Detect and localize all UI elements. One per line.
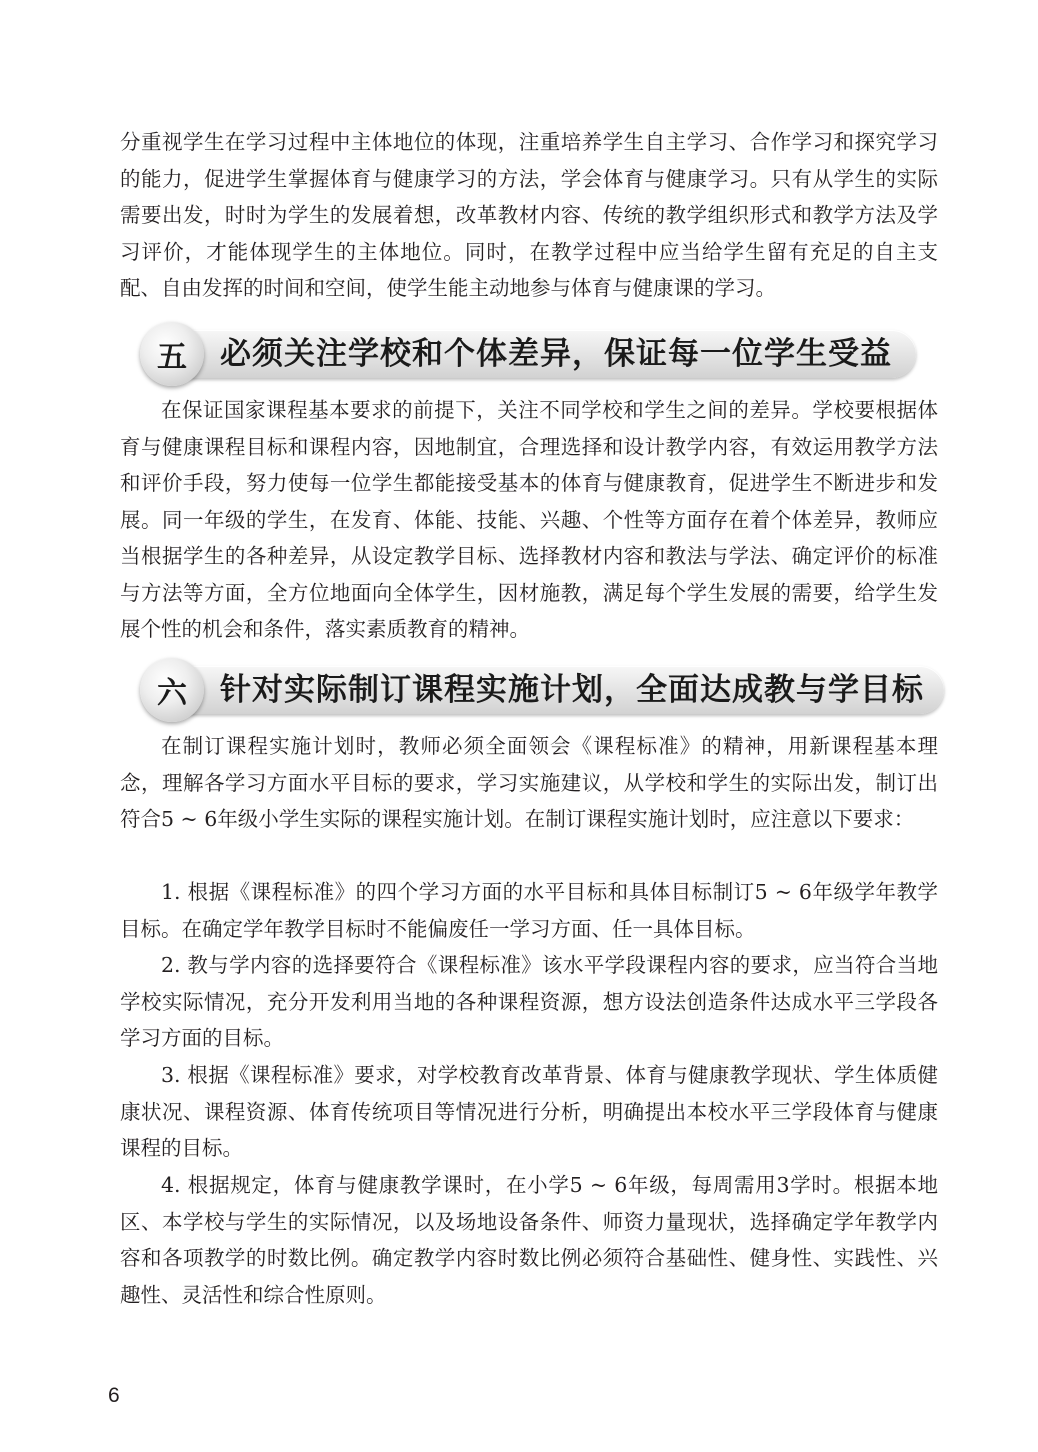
section-6-paragraph: 在制订课程实施计划时，教师必须全面领会《课程标准》的精神，用新课程基本理念，理解各学习方面水平目标的要求，学习实施建议，从学校和学生的实际出发，制订出符合5 ~ 6年级小学生实际的课程实施计划。在制订课程实施计划时，应注意以下要求： xyxy=(120,734,938,831)
section-6-item-3: 3. 根据《课程标准》要求，对学校教育改革背景、体育与健康教学现状、学生体质健康状况、课程资源、体育传统项目等情况进行分析，明确提出本校水平三学段体育与健康课程的目标。 xyxy=(120,1063,938,1160)
section-6-item-2: 2. 教与学内容的选择要符合《课程标准》该水平学段课程内容的要求，应当符合当地学校实际情况，充分开发利用当地的各种课程资源，想方设法创造条件达成水平三学段各学习方面的目标。 xyxy=(120,953,938,1050)
section-6-title: 针对实际制订课程实施计划，全面达成教与学目标 xyxy=(220,672,924,708)
section-6-number-badge: 六 xyxy=(140,658,204,722)
section-5-number-badge: 五 xyxy=(140,322,204,386)
section-6-item-4: 4. 根据规定，体育与健康教学课时，在小学5 ~ 6年级，每周需用3学时。根据本地区、本学校与学生的实际情况，以及场地设备条件、师资力量现状，选择确定学年教学内容和各项教学的时数比例。确定教学内容时数比例必须符合基础性、健身性、实践性、兴趣性、灵活性和综合性原则。 xyxy=(120,1173,938,1307)
section-5-paragraph: 在保证国家课程基本要求的前提下，关注不同学校和学生之间的差异。学校要根据体育与健康课程目标和课程内容，因地制宜，合理选择和设计教学内容，有效运用教学方法和评价手段，努力使每一位学生都能接受基本的体育与健康教育，促进学生不断进步和发展。同一年级的学生，在发育、体能、技能、兴趣、个性等方面存在着个体差异，教师应当根据学生的各种差异，从设定教学目标、选择教材内容和教法与学法、确定评价的标准与方法等方面，全方位地面向全体学生，因材施教，满足每个学生发展的需要，给学生发展个性的机会和条件，落实素质教育的精神。 xyxy=(120,398,938,641)
section-6-item-1: 1. 根据《课程标准》的四个学习方面的水平目标和具体目标制订5 ~ 6年级学年教学目标。在确定学年教学目标时不能偏废任一学习方面、任一具体目标。 xyxy=(120,880,938,941)
section-5-title: 必须关注学校和个体差异，保证每一位学生受益 xyxy=(220,336,892,372)
intro-paragraph: 分重视学生在学习过程中主体地位的体现，注重培养学生自主学习、合作学习和探究学习的能力，促进学生掌握体育与健康学习的方法，学会体育与健康学习。只有从学生的实际需要出发，时时为学生的发展着想，改革教材内容、传统的教学组织形式和教学方法及学习评价，才能体现学生的主体地位。同时，在教学过程中应当给学生留有充足的自主支配、自由发挥的时间和空间，使学生能主动地参与体育与健康课的学习。 xyxy=(120,130,938,300)
page-number: 6 xyxy=(108,1384,120,1407)
